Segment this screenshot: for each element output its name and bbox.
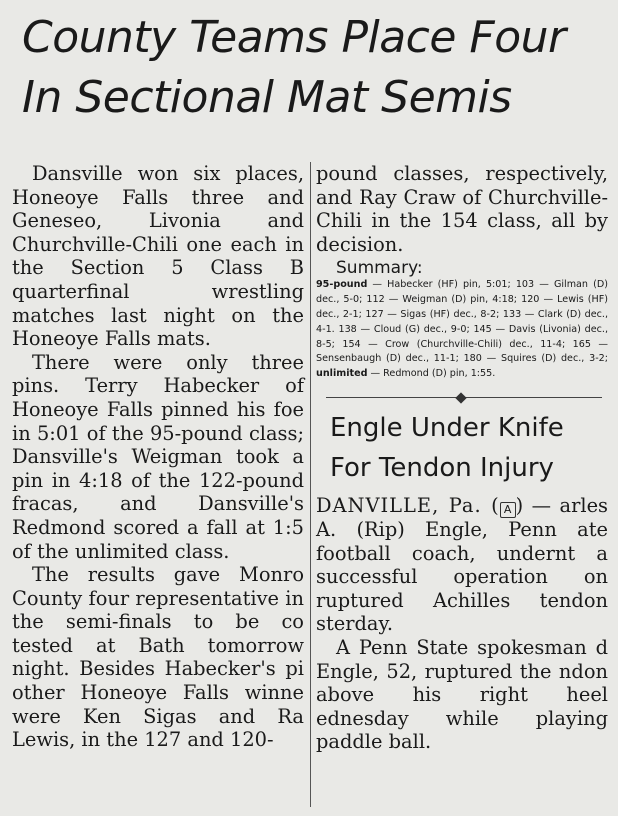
summary-class-unlimited: unlimited (316, 368, 368, 380)
headline-line-2: In Sectional Mat Semis (22, 72, 512, 123)
column-rule (310, 162, 311, 807)
summary-results (316, 278, 608, 382)
summary-class-95: 95-pound (316, 279, 368, 291)
second-story-text-1: arles A. (Rip) Engle, Penn ate football coach, undernt a successful operation on ruptured Achilles tendon sterday. (316, 493, 608, 636)
ap-logo-icon: A (500, 502, 516, 518)
summary-unlimited-text: — Redmond (D) pin, 1:55. (367, 368, 496, 380)
second-headline-line-2: For Tendon Injury (330, 452, 554, 483)
headline-line-1: County Teams Place Four (22, 12, 566, 63)
dateline-end: ) — (515, 493, 552, 517)
summary-results-text: — Habecker (HF) pin, 5:01; 103 — Gilman (D) dec., 5-0; 112 — Weigman (D) pin, 4:18; 120 — Lewis (HF) dec., 2-1; 127 — Sigas (HF) dec., 8-2; 133 — Clark (D) dec., 4-1. 138 — Cloud (G) dec., 9-0; 145 — Davis (Livonia) dec., 8-5; 154 — Crow (Churchville-Chili) dec., 11-4; 165 — Sensenbaugh (D) dec., 11-1; 180 — Squires (D) dec., 3-2; (316, 279, 608, 365)
article-continuation: pound classes, respectively, and Ray Craw of Churchville-Chili in the 154 class, all by decision. (316, 162, 608, 256)
second-story-paragraph-2: A Penn State spokesman d Engle, 52, ruptured the ndon above his right heel ednesday while playing paddle ball. (316, 635, 608, 754)
headline (22, 8, 602, 128)
second-story-paragraph-1 (316, 494, 608, 636)
article-paragraph-2: There were only three pins. Terry Habecker of Honeoye Falls pinned his foe in 5:01 of the 95-pound class; Dansville's Weigman took a pin in 4:18 of the 122-pound fracas, and Dansville's Redmond scored a fall at 1:5 of the unlimited class. (12, 350, 304, 563)
article-paragraph-3: The results gave Monro County four representative in the semi-finals to be co tested at Bath tomorrow night. Besides Habecker's pi other Honeoye Falls winne were Ken Sigas and Ra Lewis, in the 127 and 120- (12, 563, 304, 752)
article-right-column (316, 162, 608, 754)
second-story-headline (330, 408, 608, 488)
summary-title: Summary: (336, 258, 423, 279)
article-left-column (12, 162, 304, 752)
second-story-body (316, 494, 608, 754)
article-paragraph-1: Dansville won six places, Honeoye Falls three and Geneseo, Livonia and Churchville-Chili one each in the Section 5 Class B quarterfinal wrestling matches last night on the Honeoye Falls mats. (12, 162, 304, 351)
story-divider (316, 388, 608, 408)
dateline: DANVILLE, Pa. ( (316, 493, 500, 517)
second-headline-line-1: Engle Under Knife (330, 412, 564, 443)
